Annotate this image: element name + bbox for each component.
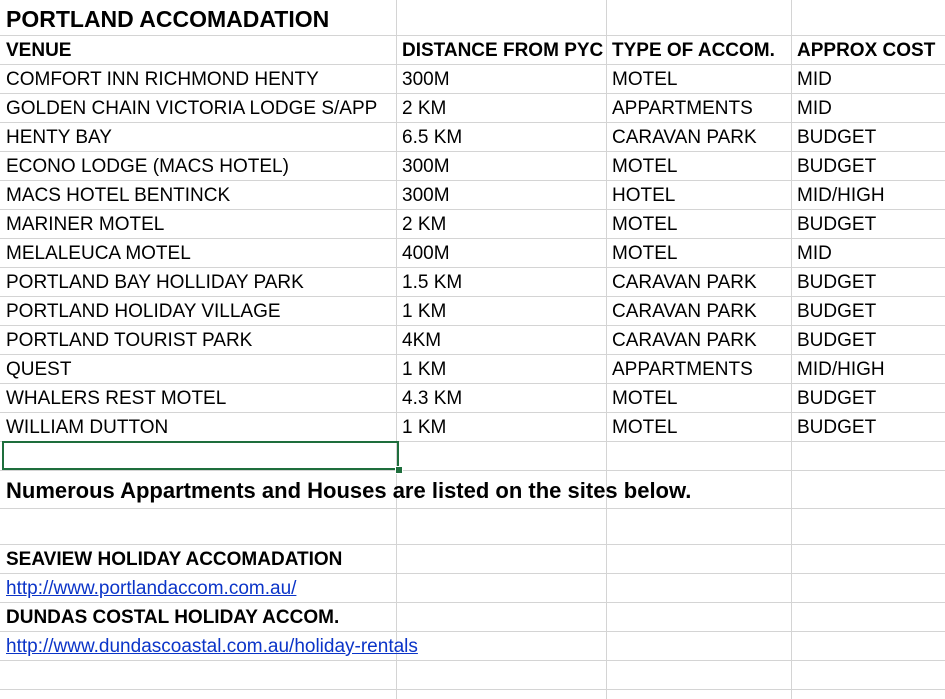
sites-note[interactable]: Numerous Appartments and Houses are listed on the sites below. (6, 478, 692, 503)
row-gridline (0, 689, 945, 690)
cost-cell[interactable]: BUDGET (797, 417, 877, 438)
type-cell[interactable]: MOTEL (612, 417, 678, 438)
venue-cell[interactable]: GOLDEN CHAIN VICTORIA LODGE S/APP (6, 98, 378, 119)
venue-cell[interactable]: WHALERS REST MOTEL (6, 388, 227, 409)
sheet-title[interactable]: PORTLAND ACCOMADATION (6, 6, 330, 32)
selected-cell[interactable] (2, 441, 399, 470)
venue-cell[interactable]: COMFORT INN RICHMOND HENTY (6, 69, 319, 90)
cost-cell[interactable]: MID (797, 69, 832, 90)
cost-cell[interactable]: BUDGET (797, 214, 877, 235)
cost-cell[interactable]: MID (797, 98, 832, 119)
type-cell[interactable]: MOTEL (612, 214, 678, 235)
type-cell[interactable]: CARAVAN PARK (612, 127, 757, 148)
cost-cell[interactable]: BUDGET (797, 301, 877, 322)
distance-cell[interactable]: 2 KM (402, 98, 447, 119)
cost-cell[interactable]: BUDGET (797, 388, 877, 409)
venue-cell[interactable]: HENTY BAY (6, 127, 112, 148)
type-cell[interactable]: APPARTMENTS (612, 359, 753, 380)
type-cell[interactable]: CARAVAN PARK (612, 301, 757, 322)
cost-cell[interactable]: BUDGET (797, 272, 877, 293)
type-cell[interactable]: MOTEL (612, 69, 678, 90)
type-cell[interactable]: MOTEL (612, 156, 678, 177)
header-venue[interactable]: VENUE (6, 40, 72, 61)
venue-cell[interactable]: MACS HOTEL BENTINCK (6, 185, 231, 206)
distance-cell[interactable]: 1.5 KM (402, 272, 463, 293)
cost-cell[interactable]: BUDGET (797, 330, 877, 351)
distance-cell[interactable]: 1 KM (402, 359, 447, 380)
type-cell[interactable]: MOTEL (612, 243, 678, 264)
type-cell[interactable]: CARAVAN PARK (612, 272, 757, 293)
venue-cell[interactable]: ECONO LODGE (MACS HOTEL) (6, 156, 289, 177)
distance-cell[interactable]: 2 KM (402, 214, 447, 235)
header-cost[interactable]: APPROX COST (797, 40, 936, 61)
site-link-seaview[interactable]: http://www.portlandaccom.com.au/ (6, 578, 297, 599)
cost-cell[interactable]: BUDGET (797, 156, 877, 177)
type-cell[interactable]: APPARTMENTS (612, 98, 753, 119)
cost-cell[interactable]: BUDGET (797, 127, 877, 148)
distance-cell[interactable]: 1 KM (402, 301, 447, 322)
distance-cell[interactable]: 4KM (402, 330, 442, 351)
cost-cell[interactable]: MID (797, 243, 832, 264)
site-link-dundas[interactable]: http://www.dundascoastal.com.au/holiday-rentals (6, 636, 418, 657)
distance-cell[interactable]: 6.5 KM (402, 127, 463, 148)
venue-cell[interactable]: PORTLAND TOURIST PARK (6, 330, 253, 351)
header-type[interactable]: TYPE OF ACCOM. (612, 40, 775, 61)
row-gridline (0, 470, 945, 471)
distance-cell[interactable]: 300M (402, 69, 450, 90)
header-distance[interactable]: DISTANCE FROM PYC (402, 40, 604, 61)
cost-cell[interactable]: MID/HIGH (797, 359, 885, 380)
row-gridline (0, 544, 945, 545)
venue-cell[interactable]: MELALEUCA MOTEL (6, 243, 191, 264)
venue-cell[interactable]: WILLIAM DUTTON (6, 417, 169, 438)
distance-cell[interactable]: 300M (402, 185, 450, 206)
site-name-seaview[interactable]: SEAVIEW HOLIDAY ACCOMADATION (6, 549, 343, 570)
distance-cell[interactable]: 400M (402, 243, 450, 264)
cost-cell[interactable]: MID/HIGH (797, 185, 885, 206)
venue-cell[interactable]: MARINER MOTEL (6, 214, 165, 235)
distance-cell[interactable]: 300M (402, 156, 450, 177)
row-gridline (0, 508, 945, 509)
type-cell[interactable]: MOTEL (612, 388, 678, 409)
type-cell[interactable]: CARAVAN PARK (612, 330, 757, 351)
venue-cell[interactable]: PORTLAND HOLIDAY VILLAGE (6, 301, 281, 322)
venue-cell[interactable]: QUEST (6, 359, 72, 380)
type-cell[interactable]: HOTEL (612, 185, 676, 206)
distance-cell[interactable]: 1 KM (402, 417, 447, 438)
distance-cell[interactable]: 4.3 KM (402, 388, 463, 409)
fill-handle[interactable] (395, 466, 403, 474)
venue-cell[interactable]: PORTLAND BAY HOLLIDAY PARK (6, 272, 304, 293)
site-name-dundas[interactable]: DUNDAS COSTAL HOLIDAY ACCOM. (6, 607, 340, 628)
